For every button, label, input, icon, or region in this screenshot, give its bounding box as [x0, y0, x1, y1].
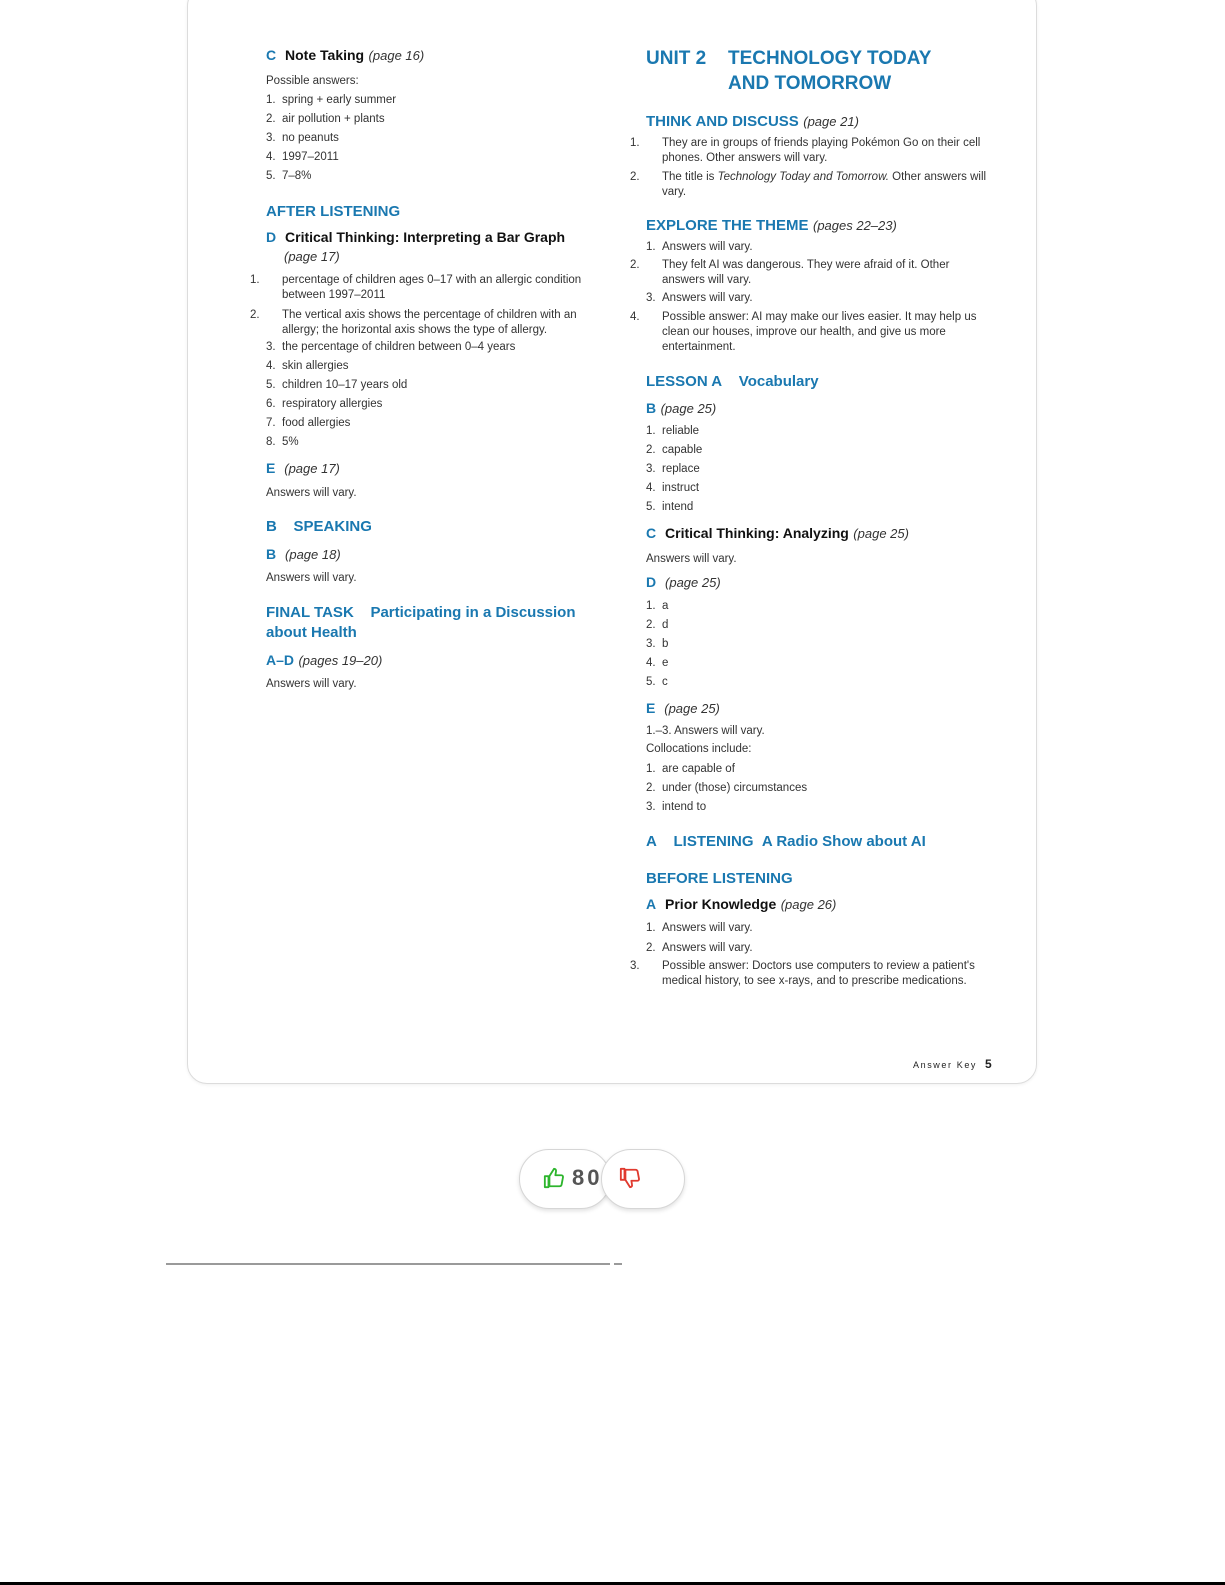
b-page18-text: Answers will vary. [266, 572, 357, 584]
list-item: 4. e [646, 657, 669, 669]
list-item: 4. instruct [646, 482, 700, 494]
list-item: 2. capable [646, 444, 703, 456]
list-item: 8. 5% [266, 436, 299, 448]
list-item: 6. respiratory allergies [266, 398, 383, 410]
note-taking-heading: C Note Taking (page 16) [266, 47, 425, 63]
divider [166, 1263, 610, 1265]
think-discuss-heading: THINK AND DISCUSS (page 21) [646, 113, 859, 130]
list-item: 5. c [646, 676, 668, 688]
critical-thinking-bar-heading: D Critical Thinking: Interpreting a Bar Graph [266, 229, 566, 245]
list-item: 4. skin allergies [266, 360, 349, 372]
list-item: 5. children 10–17 years old [266, 379, 408, 391]
unit-title: TECHNOLOGY TODAY [728, 48, 932, 69]
list-item: 2. They felt AI was dangerous. They were afraid of it. Other answers will vary. [630, 259, 950, 286]
e-page25-heading: E (page 25) [646, 700, 720, 716]
list-item: 3. Possible answer: Doctors use computers to review a patient's medical history, to see x-rays, and to prescribe medications. [630, 960, 975, 987]
b-page18-heading: B (page 18) [266, 546, 341, 562]
thumbs-down-icon[interactable] [619, 1167, 641, 1194]
e-page17-heading: E (page 17) [266, 460, 340, 476]
final-task-heading: FINAL TASK Participating in a Discussion [266, 604, 576, 621]
list-item: 2. under (those) circumstances [646, 782, 808, 794]
downvote-button[interactable] [601, 1149, 685, 1209]
list-item: 3. intend to [646, 801, 707, 813]
list-item: 7. food allergies [266, 417, 351, 429]
explore-theme-heading: EXPLORE THE THEME (pages 22–23) [646, 217, 897, 234]
list-item: 1. spring + early summer [266, 94, 397, 106]
list-item: 3. the percentage of children between 0–4 years [266, 341, 516, 353]
list-item: 1. a [646, 600, 669, 612]
list-item: 3. replace [646, 463, 700, 475]
after-listening-heading: AFTER LISTENING [266, 203, 401, 220]
final-task-heading-line2: about Health [266, 624, 357, 641]
before-listening-heading: BEFORE LISTENING [646, 870, 793, 887]
unit-label: UNIT 2 [646, 48, 707, 69]
list-item: 5. intend [646, 501, 694, 513]
footer-label: Answer Key [913, 1060, 978, 1070]
divider-tip [614, 1263, 622, 1265]
list-item: 3. no peanuts [266, 132, 339, 144]
list-item: 1. are capable of [646, 763, 735, 775]
page-number: 5 [985, 1057, 992, 1071]
list-item: 1. They are in groups of friends playing Pokémon Go on their cell phones. Other answers will vary. [630, 137, 981, 164]
prior-knowledge-heading: A Prior Knowledge (page 26) [646, 896, 837, 912]
list-item: 2. The vertical axis shows the percentage of children with an allergy; the horizontal axis shows the type of allergy. [250, 309, 577, 336]
list-item: 1. Answers will vary. [646, 922, 753, 934]
e-page17-text: Answers will vary. [266, 487, 357, 499]
list-item: 2. d [646, 619, 669, 631]
list-item: 2. The title is Technology Today and Tomorrow. Other answers will vary. [630, 171, 987, 198]
d-page25-heading: D (page 25) [646, 574, 721, 590]
list-item: 1. Answers will vary. [646, 241, 753, 253]
list-item: 4. Possible answer: AI may make our lives easier. It may help us clean our houses, improve our health, and give us more entertainment. [630, 311, 977, 353]
list-item: 4. 1997–2011 [266, 151, 339, 163]
e-page25-line2: Collocations include: [646, 743, 752, 755]
list-item: 2. air pollution + plants [266, 113, 385, 125]
note-taking-intro: Possible answers: [266, 75, 359, 87]
lesson-a-heading: LESSON A Vocabulary [646, 373, 819, 390]
list-item: 2. Answers will vary. [646, 942, 753, 954]
thumbs-up-icon[interactable] [543, 1167, 565, 1194]
analyzing-heading: C Critical Thinking: Analyzing (page 25) [646, 525, 909, 541]
list-item: 1. percentage of children ages 0–17 with an allergic condition between 1997–2011 [250, 274, 582, 301]
list-item: 5. 7–8% [266, 170, 312, 182]
list-item: 1. reliable [646, 425, 700, 437]
a-d-text: Answers will vary. [266, 678, 357, 690]
vocab-b-heading: B (page 25) [646, 400, 717, 416]
e-page25-line1: 1.–3. Answers will vary. [646, 725, 765, 737]
critical-thinking-bar-ref: (page 17) [284, 249, 340, 264]
speaking-heading: B SPEAKING [266, 518, 372, 535]
list-item: 3. b [646, 638, 669, 650]
a-d-heading: A–D (pages 19–20) [266, 652, 383, 668]
analyzing-text: Answers will vary. [646, 553, 737, 565]
list-item: 3. Answers will vary. [646, 292, 753, 304]
vote-count: 80 [572, 1165, 603, 1190]
listening-heading: A LISTENING A Radio Show about AI [646, 833, 926, 850]
unit-title-line2: AND TOMORROW [728, 73, 892, 94]
vote-widget [519, 1149, 685, 1209]
